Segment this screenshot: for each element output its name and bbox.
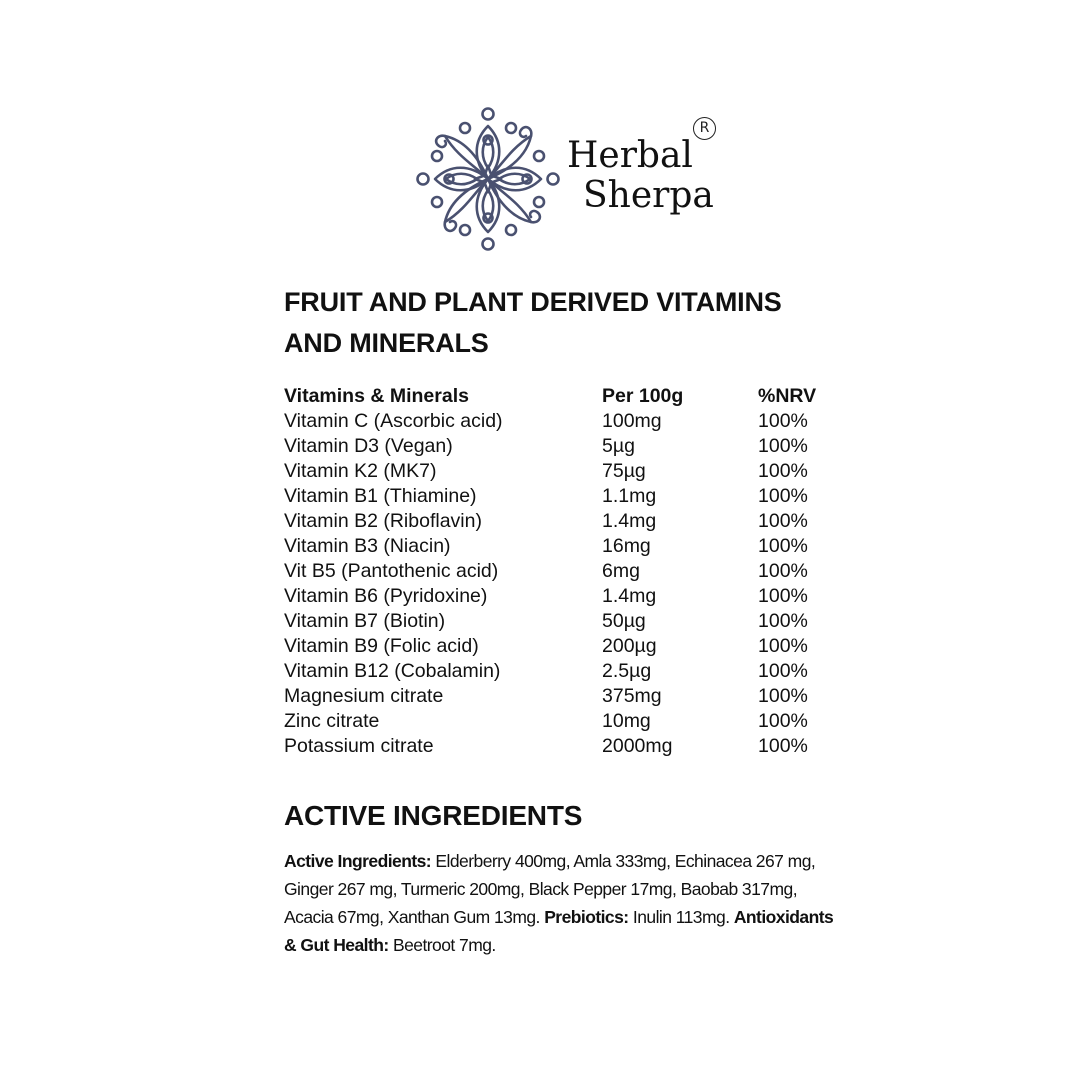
- header-nrv: %NRV: [758, 385, 817, 407]
- table-row: [284, 459, 844, 484]
- brand-name-line1: Herbal: [567, 135, 693, 176]
- prebiotics-text: Inulin 113mg.: [628, 907, 734, 927]
- row-name: Vitamin B1 (Thiamine): [284, 485, 477, 507]
- row-per-100g: 75µg: [602, 460, 646, 482]
- row-per-100g: 50µg: [602, 610, 646, 632]
- brand-name-line2: Sherpa: [583, 175, 714, 216]
- row-per-100g: 200µg: [602, 635, 657, 657]
- row-name: Vitamin B2 (Riboflavin): [284, 510, 482, 532]
- row-nrv: 100%: [758, 585, 808, 607]
- row-per-100g: 2.5µg: [602, 660, 652, 682]
- row-nrv: 100%: [758, 660, 808, 682]
- row-per-100g: 10mg: [602, 710, 651, 732]
- row-name: Vitamin K2 (MK7): [284, 460, 437, 482]
- registered-trademark-icon: R: [693, 117, 716, 140]
- table-header-row: [284, 384, 844, 409]
- row-name: Magnesium citrate: [284, 685, 444, 707]
- table-row: [284, 609, 844, 634]
- table-row: [284, 509, 844, 534]
- header-per-100g: Per 100g: [602, 385, 684, 407]
- row-per-100g: 375mg: [602, 685, 662, 707]
- antioxidants-text: Beetroot 7mg.: [388, 935, 496, 955]
- row-nrv: 100%: [758, 535, 808, 557]
- active-ingredients-paragraph: [284, 847, 844, 959]
- active-ingredients-text: Elderberry 400mg, Amla 333mg, Echinacea 267 mg, Ginger 267 mg, Turmeric 200mg, Black Pepper 17mg, Baobab 317mg, Acacia 67mg, Xanthan Gum 13mg.: [284, 851, 816, 927]
- table-row: [284, 484, 844, 509]
- row-nrv: 100%: [758, 485, 808, 507]
- row-per-100g: 6mg: [602, 560, 640, 582]
- vitamins-section-title: FRUIT AND PLANT DERIVED VITAMINS AND MINERALS: [284, 287, 782, 358]
- row-name: Potassium citrate: [284, 735, 434, 757]
- row-name: Vitamin B3 (Niacin): [284, 535, 451, 557]
- table-row: [284, 584, 844, 609]
- table-row: [284, 534, 844, 559]
- row-name: Vitamin D3 (Vegan): [284, 435, 453, 457]
- row-per-100g: 1.1mg: [602, 485, 657, 507]
- antioxidants-label: Antioxidants & Gut Health:: [284, 907, 834, 955]
- row-name: Zinc citrate: [284, 710, 380, 732]
- table-row: [284, 434, 844, 459]
- row-name: Vitamin B12 (Cobalamin): [284, 660, 501, 682]
- row-name: Vitamin B9 (Folic acid): [284, 635, 479, 657]
- brand-name: [567, 136, 714, 216]
- row-nrv: 100%: [758, 635, 808, 657]
- row-nrv: 100%: [758, 685, 808, 707]
- row-nrv: 100%: [758, 610, 808, 632]
- row-name: Vitamin C (Ascorbic acid): [284, 410, 503, 432]
- row-nrv: 100%: [758, 410, 808, 432]
- row-nrv: 100%: [758, 710, 808, 732]
- table-row: [284, 659, 844, 684]
- row-name: Vitamin B6 (Pyridoxine): [284, 585, 488, 607]
- row-per-100g: 5µg: [602, 435, 635, 457]
- prebiotics-label: Prebiotics:: [544, 907, 629, 927]
- row-name: Vitamin B7 (Biotin): [284, 610, 446, 632]
- nutrition-table: [284, 384, 844, 759]
- active-ingredients-label: Active Ingredients:: [284, 851, 432, 871]
- row-nrv: 100%: [758, 560, 808, 582]
- table-row: [284, 684, 844, 709]
- row-per-100g: 2000mg: [602, 735, 673, 757]
- table-row: [284, 634, 844, 659]
- row-per-100g: 1.4mg: [602, 510, 657, 532]
- table-row: [284, 409, 844, 434]
- mandala-icon: [415, 106, 561, 252]
- row-per-100g: 1.4mg: [602, 585, 657, 607]
- row-per-100g: 16mg: [602, 535, 651, 557]
- row-name: Vit B5 (Pantothenic acid): [284, 560, 499, 582]
- row-nrv: 100%: [758, 460, 808, 482]
- table-row: [284, 709, 844, 734]
- row-nrv: 100%: [758, 735, 808, 757]
- brand-logo: [415, 106, 735, 252]
- table-row: [284, 559, 844, 584]
- table-row: [284, 734, 844, 759]
- active-ingredients-title: ACTIVE INGREDIENTS: [284, 800, 583, 831]
- row-nrv: 100%: [758, 510, 808, 532]
- header-name: Vitamins & Minerals: [284, 385, 469, 407]
- row-nrv: 100%: [758, 435, 808, 457]
- row-per-100g: 100mg: [602, 410, 662, 432]
